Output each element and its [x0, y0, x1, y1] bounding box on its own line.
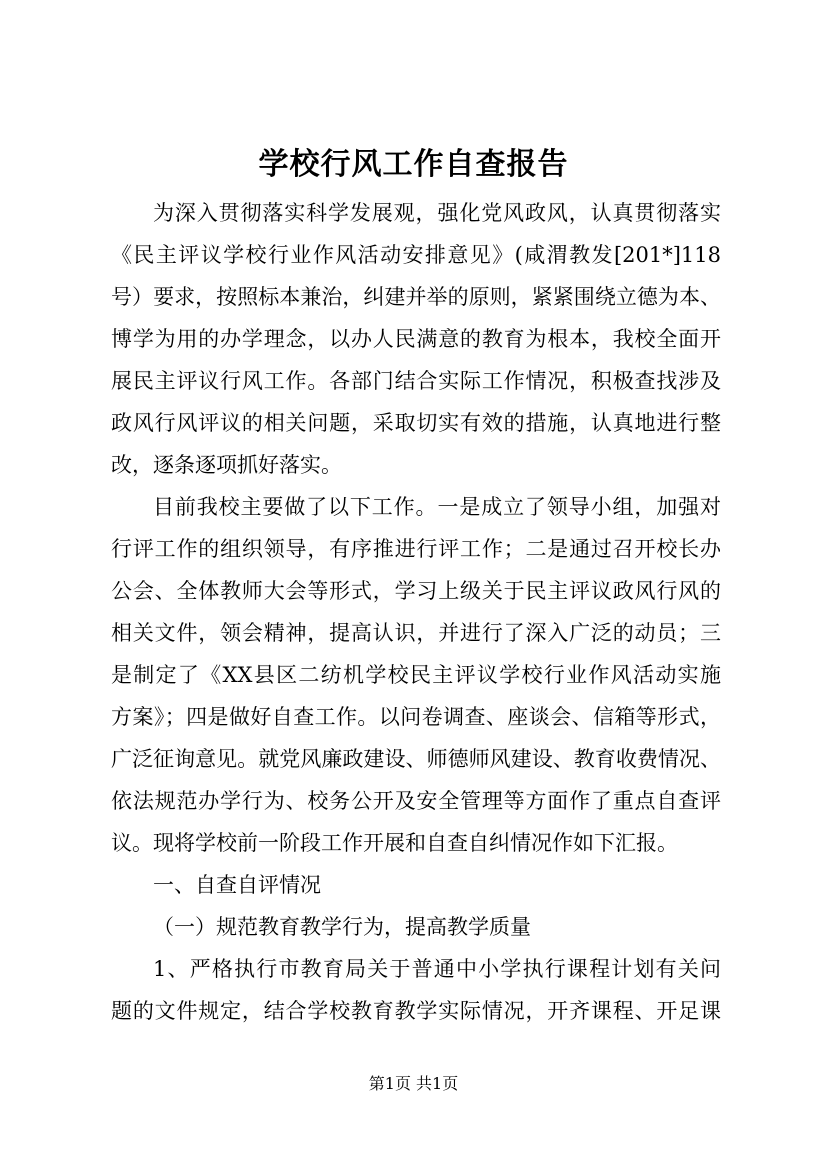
paragraph-1-line: 《民主评议学校行业作风活动安排意见》(咸渭教发[201*]118 [111, 243, 721, 267]
paragraph-2-line: 方案》；四是做好自查工作。以问卷调查、座谈会、信箱等形式， [111, 705, 721, 729]
paragraph-2-line: 目前我校主要做了以下工作。一是成立了领导小组，加强对 [153, 495, 721, 519]
paragraph-1-line: 展民主评议行风工作。各部门结合实际工作情况，积极查找涉及 [111, 369, 721, 393]
paragraph-1-line: 改，逐条逐项抓好落实。 [111, 453, 342, 477]
paragraph-1-line: 政风行风评议的相关问题，采取切实有效的措施，认真地进行整 [111, 411, 721, 435]
paragraph-1-line: 号）要求，按照标本兼治，纠建并举的原则，紧紧围绕立德为本、 [111, 285, 721, 309]
paragraph-2-line: 议。现将学校前一阶段工作开展和自查自纠情况作如下汇报。 [111, 831, 678, 855]
paragraph-1-line: 博学为用的办学理念，以办人民满意的教育为根本，我校全面开 [111, 327, 721, 351]
paragraph-2-line: 依法规范办学行为、校务公开及安全管理等方面作了重点自查评 [111, 789, 721, 813]
paragraph-2-line: 是制定了《XX县区二纺机学校民主评议学校行业作风活动实施 [111, 663, 721, 687]
paragraph-2-line: 广泛征询意见。就党风廉政建设、师德师风建设、教育收费情况、 [111, 747, 721, 771]
document-title: 学校行风工作自查报告 [258, 147, 569, 182]
subsection-heading: （一）规范教育教学行为，提高教学质量 [153, 915, 531, 939]
paragraph-2-line: 行评工作的组织领导，有序推进行评工作；二是通过召开校长办 [111, 537, 721, 561]
paragraph-3-line: 题的文件规定，结合学校教育教学实际情况，开齐课程、开足课 [111, 999, 721, 1023]
paragraph-2-line: 公会、全体教师大会等形式，学习上级关于民主评议政风行风的 [111, 579, 721, 603]
paragraph-2-line: 相关文件，领会精神，提高认识，并进行了深入广泛的动员；三 [111, 621, 721, 645]
section-heading: 一、自查自评情况 [153, 873, 321, 897]
paragraph-1-line: 为深入贯彻落实科学发展观，强化党风政风，认真贯彻落实 [153, 201, 721, 225]
page-footer: 第1页 共1页 [368, 1074, 459, 1093]
paragraph-3-line: 1、严格执行市教育局关于普通中小学执行课程计划有关问 [153, 957, 721, 981]
